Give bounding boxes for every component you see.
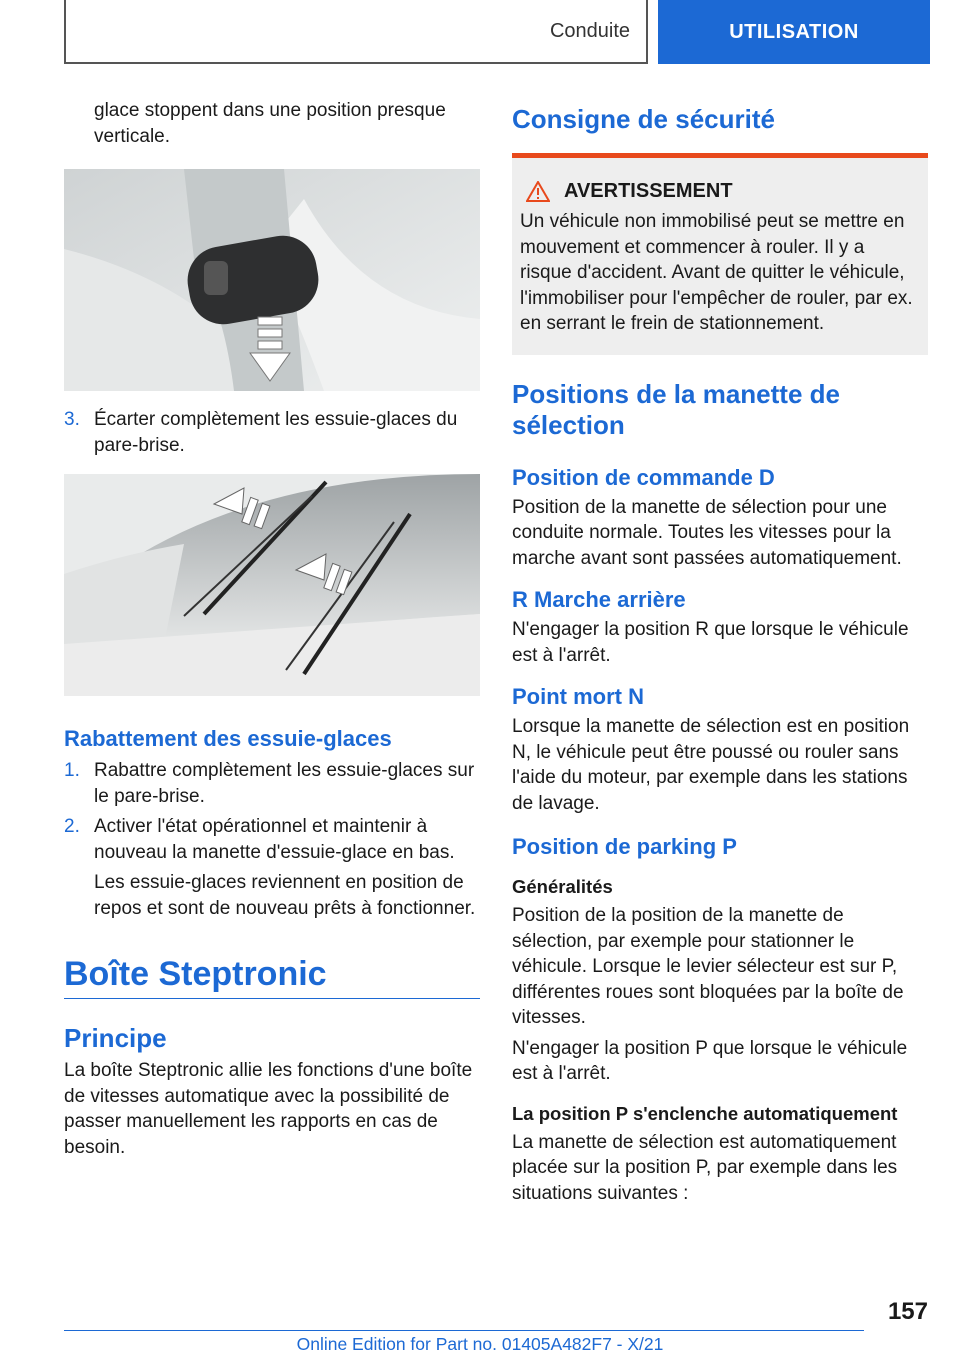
- chapter-label: UTILISATION: [729, 20, 859, 43]
- positions-heading: Positions de la manette de sélection: [512, 378, 840, 440]
- wiper-lever-illustration: [64, 169, 480, 391]
- auto-p-text: La manette de sélection est automatiquement placée sur la position P, par exemple dans les situations suivantes :: [512, 1131, 898, 1204]
- step-number: 1.: [64, 760, 80, 781]
- warning-title: [520, 180, 920, 203]
- position-n-text: Lorsque la manette de sélection est en position N, le véhicule peut être poussé ou rouler sans l'aide du moteur, par exemple dans les stations de lavage.: [512, 716, 910, 814]
- step-number: 3.: [64, 409, 80, 430]
- consigne-heading: Consigne de sécurité: [512, 104, 775, 134]
- position-d-text: Position de la manette de sélection pour une conduite normale. Toutes les vitesses pour la marche avant sont passées automatiquement.: [512, 496, 902, 569]
- principe-heading: Principe: [64, 1023, 167, 1053]
- page-number: 157: [887, 1298, 928, 1325]
- step-text: Écarter complètement les essuie-glaces du pare-brise.: [94, 409, 458, 456]
- footer-divider: [64, 1330, 864, 1331]
- windshield-wipers-illustration: [64, 474, 480, 696]
- auto-p-heading: La position P s'enclenche automatiquement: [512, 1102, 898, 1124]
- rabattement-heading: Rabattement des essuie-glaces: [64, 726, 392, 751]
- warning-label: AVERTISSEMENT: [564, 180, 733, 202]
- steptronic-heading: Boîte Steptronic: [64, 955, 480, 999]
- step-number: 2.: [64, 816, 80, 837]
- section-tab: [64, 0, 648, 64]
- edition-text: Online Edition for Part no. 01405A482F7 - X/21: [296, 1334, 664, 1354]
- warning-text: Un véhicule non immobilisé peut se mettre en mouvement et commencer à rouler. Il y a risque d'accident. Avant de quitter le véhicule, l'immobiliser pour l'empêcher de rouler, par ex. en serrant le frein de stationnement.: [520, 211, 913, 334]
- principe-text: La boîte Steptronic allie les fonctions d'une boîte de vitesses automatique avec la possibilité de passer manuellement les rapports en cas de besoin.: [64, 1060, 473, 1158]
- warning-box: [512, 153, 928, 355]
- position-r-text: N'engager la position R que lorsque le véhicule est à l'arrêt.: [512, 619, 909, 666]
- step-text: Activer l'état opérationnel et maintenir à nouveau la manette d'essuie-glace en bas.: [94, 816, 455, 863]
- chapter-tab: [658, 0, 930, 64]
- right-column: [512, 98, 928, 1206]
- rabattement-note: Les essuie-glaces reviennent en position de repos et sont de nouveau prêts à fonctionner.: [94, 872, 476, 919]
- position-d-heading: Position de commande D: [512, 464, 775, 490]
- position-p-heading: Position de parking P: [512, 834, 737, 859]
- page-header: [64, 0, 930, 64]
- position-r-heading: R Marche arrière: [512, 587, 686, 612]
- step-text: Rabattre complètement les essuie-glaces sur le pare-brise.: [94, 760, 475, 807]
- position-n-heading: Point mort N: [512, 684, 644, 709]
- generalites-text-2: N'engager la position P que lorsque le véhicule est à l'arrêt.: [512, 1037, 908, 1084]
- left-column: [64, 98, 480, 1160]
- warning-triangle-icon: [526, 181, 550, 202]
- intro-text: glace stoppent dans une position presque verticale.: [94, 100, 446, 147]
- rabattement-step-2: [64, 814, 480, 865]
- generalites-text: Position de la position de la manette de sélection, par exemple pour stationner le véhicule. Lorsque le levier sélecteur est sur P, différentes roues sont bloquées par la boîte de vitesses.: [512, 905, 904, 1028]
- rabattement-step-1: [64, 758, 480, 809]
- section-label: Conduite: [549, 19, 630, 42]
- generalites-heading: Généralités: [512, 876, 613, 897]
- step-3: [64, 407, 480, 458]
